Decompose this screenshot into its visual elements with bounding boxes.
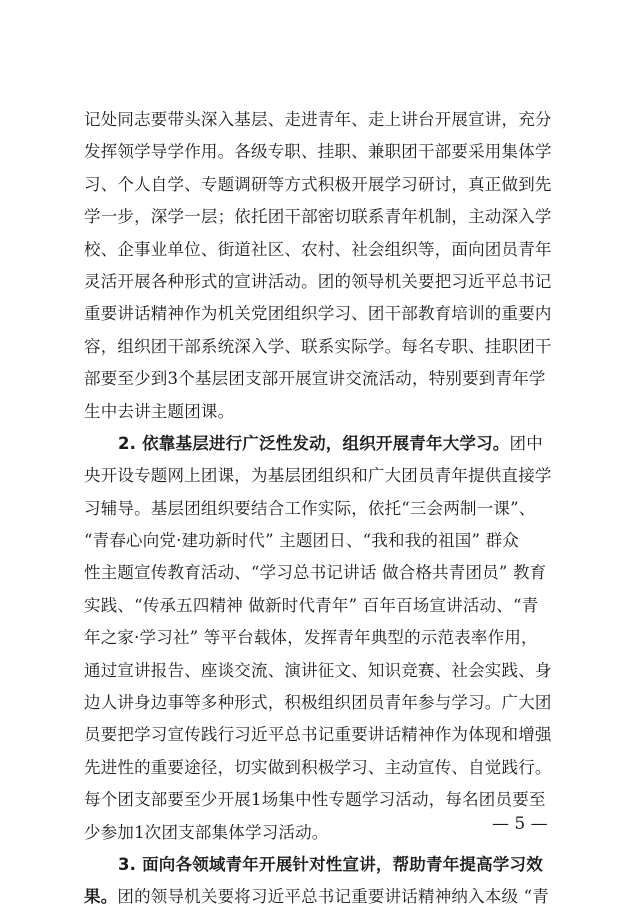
text-line xyxy=(84,525,560,557)
text-line xyxy=(84,687,560,719)
line-text: 团的领导机关要将习近平总书记重要讲话精神纳入本级 “青 xyxy=(117,887,549,907)
section-heading: 果。 xyxy=(84,887,118,907)
text-line xyxy=(84,234,560,266)
text-line xyxy=(84,752,560,784)
body-text xyxy=(84,104,560,914)
text-line xyxy=(84,169,560,201)
line-text: 记处同志要带头深入基层、走进青年、走上讲台开展宣讲，充分 xyxy=(84,110,552,129)
line-text: 年之家·学习社” 等平台载体，发挥青年典型的示范表率作用， xyxy=(84,628,538,648)
line-text: 员要把学习宣传践行习近平总书记重要讲话精神作为体现和增强 xyxy=(84,725,552,745)
line-text: 灵活开展各种形式的宣讲活动。团的领导机关要把习近平总书记 xyxy=(84,271,552,291)
text-line xyxy=(84,460,560,492)
line-text: 少参加1次团支部集体学习活动。 xyxy=(84,822,329,842)
text-line xyxy=(84,655,560,687)
line-text: 习、个人自学、专题调研等方式积极开展学习研讨，真正做到先 xyxy=(84,174,552,194)
text-line xyxy=(84,104,560,136)
line-text: 团中 xyxy=(509,433,543,453)
section-heading-line xyxy=(84,428,560,460)
line-text: 学一步，深学一层；依托团干部密切联系青年机制，主动深入学 xyxy=(84,207,552,227)
text-line xyxy=(84,363,560,395)
text-line xyxy=(84,817,560,849)
line-text: 边人讲身边事等多种形式，积极组织团员青年参与学习。广大团 xyxy=(84,693,552,713)
line-text: 校、企事业单位、街道社区、农村、社会组织等，面向团员青年 xyxy=(84,239,552,259)
page-number: — 5 — xyxy=(492,814,548,834)
line-text: “青春心向党·建功新时代” 主题团日、“我和我的祖国” 群众 xyxy=(84,531,519,551)
text-line xyxy=(84,136,560,168)
text-line xyxy=(84,622,560,654)
line-text: 通过宣讲报告、座谈交流、演讲征文、知识竞赛、社会实践、身 xyxy=(84,660,552,680)
text-line xyxy=(84,396,560,428)
line-text: 央开设专题网上团课，为基层团组织和广大团员青年提供直接学 xyxy=(84,466,552,486)
line-text: 先进性的重要途径，切实做到积极学习、主动宣传、自觉践行。 xyxy=(84,757,552,777)
text-line xyxy=(84,784,560,816)
line-text: 发挥领学导学作用。各级专职、挂职、兼职团干部要采用集体学 xyxy=(84,142,552,162)
section-heading: 3. 面向各领域青年开展针对性宣讲，帮助青年提高学习效 xyxy=(118,854,543,874)
line-text: 性主题宣传教育活动、“学习总书记讲话 做合格共青团员” 教育 xyxy=(84,563,547,583)
line-text: 实践、“传承五四精神 做新时代青年” 百年百场宣讲活动、“青 xyxy=(84,595,539,615)
text-line xyxy=(84,590,560,622)
text-line xyxy=(84,331,560,363)
text-line xyxy=(84,266,560,298)
line-text: 生中去讲主题团课。 xyxy=(84,401,235,421)
text-line xyxy=(84,201,560,233)
text-line xyxy=(84,298,560,330)
section-heading-line xyxy=(84,849,560,881)
text-line xyxy=(84,719,560,751)
section-heading-line xyxy=(84,881,560,913)
line-text: 习辅导。基层团组织要结合工作实际，依托“三会两制一课”、 xyxy=(84,498,536,518)
section-heading: 2. 依靠基层进行广泛性发动，组织开展青年大学习。 xyxy=(118,433,510,453)
text-line xyxy=(84,557,560,589)
text-line xyxy=(84,493,560,525)
line-text: 容，组织团干部系统深入学、联系实际学。每名专职、挂职团干 xyxy=(84,336,552,356)
line-text: 每个团支部要至少开展1场集中性专题学习活动，每名团员要至 xyxy=(84,790,546,810)
line-text: 部要至少到3个基层团支部开展宣讲交流活动，特别要到青年学 xyxy=(84,369,546,389)
line-text: 重要讲话精神作为机关党团组织学习、团干部教育培训的重要内 xyxy=(84,304,552,324)
